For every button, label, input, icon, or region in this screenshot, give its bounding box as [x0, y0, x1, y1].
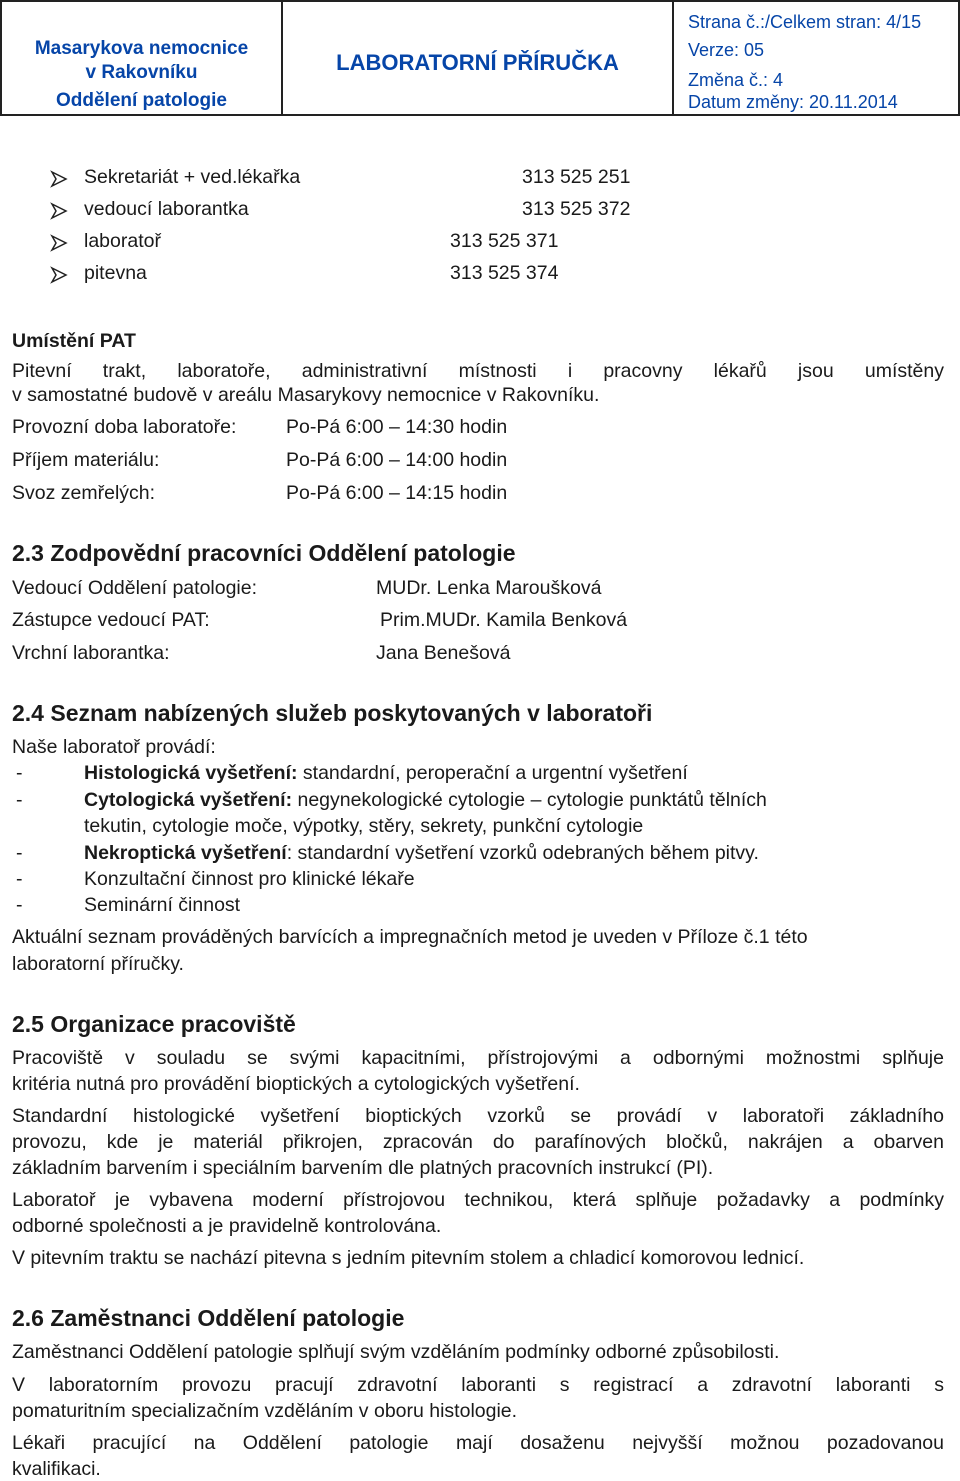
location-heading: Umístění PAT: [12, 330, 136, 352]
paragraph-line: V pitevním traktu se nachází pitevna s jedním pitevním stolem a chladicí komorovou lednicí.: [12, 1247, 805, 1269]
header-organization-cell: [0, 0, 283, 116]
document-title: LABORATORNÍ PŘÍRUČKA: [336, 50, 619, 75]
arrow-bullet-icon: [50, 202, 68, 220]
service-item: Seminární činnost: [84, 894, 241, 916]
section-heading-2-3: 2.3 Zodpovědní pracovníci Oddělení patologie: [12, 540, 516, 566]
arrow-bullet-icon: [50, 170, 68, 188]
paragraph-line: Pracoviště v souladu se svými kapacitními, přístrojovými a odbornými možnostmi splňuje: [12, 1047, 944, 1069]
section-heading-2-4: 2.4 Seznam nabízených služeb poskytovaných v laboratoři: [12, 700, 653, 726]
service-name: Cytologická vyšetření:: [84, 789, 293, 811]
service-description: standardní, peroperační a urgentní vyšetření: [297, 762, 688, 784]
org-department: Oddělení patologie: [55, 90, 227, 111]
phone-number: 313 525 372: [522, 198, 631, 220]
list-dash: -: [16, 789, 23, 811]
version: Verze: 05: [688, 40, 765, 60]
staff-role: Vrchní laborantka:: [12, 642, 170, 664]
paragraph-line: kritéria nutná pro provádění bioptických a cytologických vyšetření.: [12, 1073, 580, 1095]
list-dash: -: [16, 868, 23, 890]
org-city: v Rakovníku: [85, 62, 198, 83]
phone-label: pitevna: [84, 262, 147, 284]
list-dash: -: [16, 762, 23, 784]
services-intro: Naše laboratoř provádí:: [12, 736, 216, 758]
location-text: Pitevní trakt, laboratoře, administrativní místnosti i pracovny lékařů jsou umístěny: [12, 360, 944, 382]
header-table: [0, 0, 960, 118]
hours-value: Po-Pá 6:00 – 14:15 hodin: [286, 482, 508, 504]
paragraph-line: odborné společnosti a je pravidelně kontrolována.: [12, 1215, 442, 1237]
arrow-bullet-icon: [50, 266, 68, 284]
paragraph-line: Zaměstnanci Oddělení patologie splňují svým vzděláním podmínky odborné způsobilosti.: [12, 1341, 780, 1363]
section-heading-2-5: 2.5 Organizace pracoviště: [12, 1011, 296, 1037]
paragraph-line: Standardní histologické vyšetření bioptických vzorků se provádí v laboratoři základního: [12, 1105, 944, 1127]
service-description-cont: tekutin, cytologie moče, výpotky, stěry, sekrety, punkční cytologie: [84, 815, 644, 837]
list-dash: -: [16, 894, 23, 916]
service-name: Histologická vyšetření:: [84, 762, 298, 784]
staff-name: Prim.MUDr. Kamila Benková: [380, 609, 628, 631]
service-description: : standardní vyšetření vzorků odebraných během pitvy.: [286, 842, 759, 864]
paragraph-line: základním barvením i speciálním barvením dle platných pracovních instrukcí (PI).: [12, 1157, 714, 1179]
staff-name: MUDr. Lenka Maroušková: [376, 577, 602, 599]
section-heading-2-6: 2.6 Zaměstnanci Oddělení patologie: [12, 1305, 405, 1331]
paragraph-line: V laboratorním provozu pracují zdravotní laboranti s registrací a zdravotní laboranti s: [12, 1374, 944, 1396]
phone-label: vedoucí laborantka: [84, 198, 249, 220]
staff-name: Jana Benešová: [376, 642, 511, 664]
list-dash: -: [16, 842, 23, 864]
org-name: Masarykova nemocnice: [34, 38, 249, 59]
phone-number: 313 525 374: [450, 262, 559, 284]
service-name: Nekroptická vyšetření: [84, 842, 287, 864]
service-item: [84, 789, 767, 812]
services-note: Aktuální seznam prováděných barvících a impregnačních metod je uveden v Příloze č.1 této: [12, 926, 808, 948]
paragraph-line: Laboratoř je vybavena moderní přístrojovou technikou, která splňuje požadavky a podmínky: [12, 1189, 944, 1211]
phone-number: 313 525 251: [522, 166, 631, 188]
phone-label: laboratoř: [84, 230, 161, 252]
hours-value: Po-Pá 6:00 – 14:00 hodin: [286, 449, 508, 471]
service-item: [84, 762, 688, 785]
change-date: Datum změny: 20.11.2014: [688, 92, 898, 112]
staff-role: Zástupce vedoucí PAT:: [12, 609, 210, 631]
header-meta-cell: [672, 0, 960, 116]
location-text: v samostatné budově v areálu Masarykovy nemocnice v Rakovníku.: [12, 384, 600, 406]
paragraph-line: kvalifikaci.: [12, 1458, 101, 1480]
service-item: Konzultační činnost pro klinické lékaře: [84, 868, 415, 890]
hours-label: Provozní doba laboratoře:: [12, 416, 237, 438]
service-item: [84, 842, 759, 865]
header-title-cell: [281, 0, 674, 116]
phone-number: 313 525 371: [450, 230, 559, 252]
hours-label: Příjem materiálu:: [12, 449, 160, 471]
services-note: laboratorní příručky.: [12, 953, 184, 975]
change-number: Změna č.: 4: [688, 70, 784, 90]
hours-label: Svoz zemřelých:: [12, 482, 156, 504]
staff-role: Vedoucí Oddělení patologie:: [12, 577, 258, 599]
arrow-bullet-icon: [50, 234, 68, 252]
service-description: negynekologické cytologie – cytologie punktátů tělních: [292, 789, 767, 811]
paragraph-line: provozu, kde je materiál přikrojen, zpracován do parafínových bločků, nakrájen a obarven: [12, 1131, 944, 1153]
phone-label: Sekretariát + ved.lékařka: [84, 166, 301, 188]
hours-value: Po-Pá 6:00 – 14:30 hodin: [286, 416, 508, 438]
paragraph-line: Lékaři pracující na Oddělení patologie mají dosaženu nejvyšší možnou pozadovanou: [12, 1432, 944, 1454]
paragraph-line: pomaturitním specializačním vzděláním v oboru histologie.: [12, 1400, 518, 1422]
page-counter: Strana č.:/Celkem stran: 4/15: [688, 12, 922, 32]
